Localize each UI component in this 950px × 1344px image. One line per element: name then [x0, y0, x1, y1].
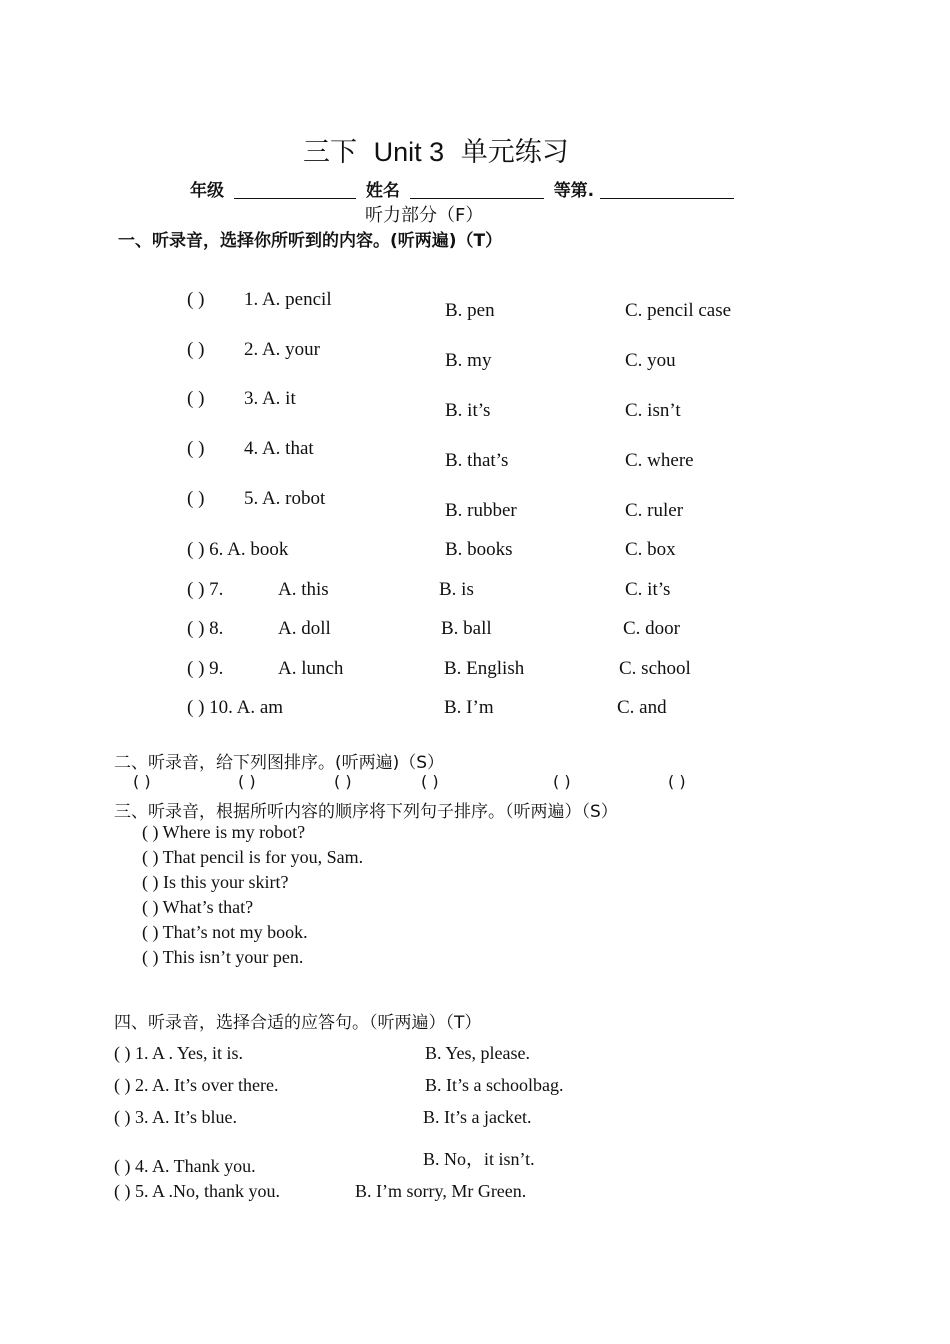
grade-label: 年级 — [190, 181, 224, 201]
sentence-order-item[interactable]: ( ) This isn’t your pen. — [142, 947, 304, 967]
sentence-order-item[interactable]: ( ) What’s that? — [142, 897, 254, 917]
answer-paren[interactable]: ( ) — [187, 339, 205, 360]
option-a: 2. A. your — [244, 339, 320, 360]
name-field[interactable] — [410, 182, 544, 199]
answer-paren[interactable]: ( ) 10. A. am — [187, 697, 284, 718]
answer-paren[interactable]: ( ) — [187, 488, 205, 509]
option-b: B. books — [445, 539, 513, 560]
grade-field[interactable] — [234, 182, 356, 199]
title-cn-part2: 单元练习 — [460, 137, 569, 168]
option-a: A. this — [278, 579, 329, 600]
option-b: B. I’m — [444, 697, 494, 718]
section3-title: 三、听录音，根据所听内容的顺序将下列句子排序。（听两遍）（S） — [114, 802, 618, 822]
option-a: A. lunch — [278, 658, 344, 679]
option-c: C. box — [625, 539, 676, 560]
section2-title: 二、听录音，给下列图排序。(听两遍)（S） — [114, 753, 445, 773]
option-b: B. ball — [441, 618, 492, 639]
answer-paren[interactable]: ( ) — [187, 438, 205, 459]
option-c: C. ruler — [625, 500, 684, 521]
page-title — [303, 130, 569, 169]
option-b: B. pen — [445, 300, 495, 321]
answer-paren[interactable]: ( ) — [187, 289, 205, 310]
option-c: C. it’s — [625, 579, 671, 600]
option-b: B. No，it isn’t. — [423, 1149, 535, 1169]
option-c: C. and — [617, 697, 667, 718]
option-c: C. you — [625, 350, 676, 371]
sentence-order-item[interactable]: ( ) That’s not my book. — [142, 922, 308, 942]
option-a[interactable]: ( ) 4. A. Thank you. — [114, 1156, 256, 1176]
picture-order-paren[interactable]: ( ) — [668, 772, 686, 791]
picture-order-paren[interactable]: ( ) — [421, 772, 439, 791]
answer-paren[interactable]: ( ) 6. A. book — [187, 539, 289, 560]
picture-order-paren[interactable]: ( ) — [334, 772, 352, 791]
option-b: B. my — [445, 350, 492, 371]
picture-order-paren[interactable]: ( ) — [133, 772, 151, 791]
name-label: 姓名 — [365, 181, 400, 201]
option-b: B. Yes, please. — [425, 1043, 531, 1063]
option-b: B. It’s a schoolbag. — [425, 1075, 564, 1095]
option-a: 3. A. it — [244, 388, 296, 409]
rank-field[interactable] — [600, 182, 734, 199]
option-a[interactable]: ( ) 3. A. It’s blue. — [114, 1107, 237, 1127]
section1-title: 一、听录音，选择你所听到的内容。(听两遍)（T） — [118, 231, 503, 251]
picture-order-paren[interactable]: ( ) — [553, 772, 571, 791]
option-a[interactable]: ( ) 1. A . Yes, it is. — [114, 1043, 244, 1063]
option-c: C. where — [625, 450, 694, 471]
option-a: A. doll — [278, 618, 331, 639]
option-a: 5. A. robot — [244, 488, 326, 509]
option-a: 4. A. that — [244, 438, 314, 459]
answer-paren[interactable]: ( ) 8. — [187, 618, 224, 639]
picture-order-paren[interactable]: ( ) — [238, 772, 256, 791]
option-c: C. pencil case — [625, 300, 732, 321]
section4-title: 四、听录音，选择合适的应答句。（听两遍）（T） — [114, 1013, 482, 1033]
option-b: B. is — [439, 579, 474, 600]
sentence-order-item[interactable]: ( ) That pencil is for you, Sam. — [142, 847, 364, 867]
sentence-order-item[interactable]: ( ) Is this your skirt? — [142, 872, 289, 892]
listening-part-title: 听力部分（F） — [365, 205, 484, 226]
option-c: C. isn’t — [625, 400, 681, 421]
option-b: B. rubber — [445, 500, 517, 521]
option-a: 1. A. pencil — [244, 289, 332, 310]
answer-paren[interactable]: ( ) — [187, 388, 205, 409]
option-b: B. it’s — [445, 400, 491, 421]
option-b: B. It’s a jacket. — [423, 1107, 532, 1127]
option-b: B. that’s — [445, 450, 509, 471]
student-info-row — [190, 176, 734, 201]
option-c: C. school — [619, 658, 691, 679]
option-a[interactable]: ( ) 2. A. It’s over there. — [114, 1075, 279, 1095]
answer-paren[interactable]: ( ) 7. — [187, 579, 224, 600]
title-unit: Unit 3 — [373, 137, 445, 167]
option-c: C. door — [623, 618, 680, 639]
option-b: B. I’m sorry, Mr Green. — [355, 1181, 527, 1201]
answer-paren[interactable]: ( ) 9. — [187, 658, 224, 679]
sentence-order-item[interactable]: ( ) Where is my robot? — [142, 822, 306, 842]
rank-label: 等第. — [553, 181, 595, 201]
option-a[interactable]: ( ) 5. A .No, thank you. — [114, 1181, 280, 1201]
title-cn-part1: 三下 — [303, 137, 357, 168]
option-b: B. English — [444, 658, 525, 679]
